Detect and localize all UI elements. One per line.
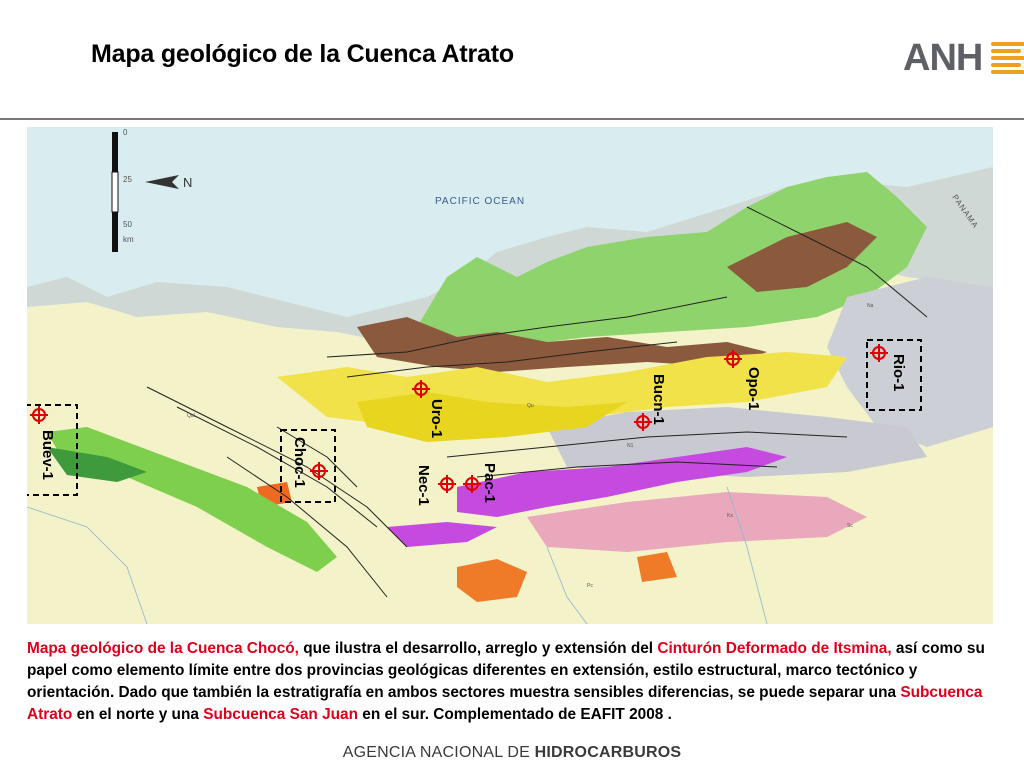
well-label-buev: Buev-1	[39, 430, 56, 481]
north-label: N	[183, 175, 193, 190]
well-label-pac: Pac-1	[481, 463, 498, 504]
unit-label: Pc	[587, 583, 593, 589]
caption-highlight: Cinturón Deformado de Itsmina,	[657, 640, 892, 657]
anh-logo	[903, 38, 1024, 78]
scale-label-0: 0	[123, 128, 128, 137]
anh-logo-text: ANH	[903, 37, 983, 79]
ocean-label: PACIFIC OCEAN	[435, 196, 526, 207]
country-label: PANAMA	[950, 192, 981, 231]
anh-logo-stripes-icon	[991, 42, 1024, 74]
caption-text: que ilustra el desarrollo, arreglo y extensión del	[298, 640, 658, 657]
caption-highlight: Subcuenca Atrato	[27, 684, 983, 723]
scale-label-km: km	[123, 235, 134, 244]
unit-label: N1	[627, 443, 634, 449]
well-label-uro: Uro-1	[428, 399, 445, 439]
unit-label: Qal	[187, 413, 195, 419]
well-label-choc: Choc-1	[291, 437, 308, 488]
scale-bar	[112, 132, 118, 172]
footer-agency	[0, 744, 1024, 762]
unit-label: Ks	[727, 513, 733, 519]
unit-label: Na	[867, 303, 874, 309]
footer-bold: HIDROCARBUROS	[534, 744, 682, 761]
caption-text: en el sur. Complementado de EAFIT 2008 .	[358, 706, 672, 723]
well-label-bucn: Bucn-1	[650, 374, 667, 425]
header-divider	[0, 118, 1024, 120]
unit-label: Sc	[847, 523, 853, 529]
caption-highlight: Mapa geológico de la Cuenca Chocó,	[27, 640, 299, 657]
slide-title: Mapa geológico de la Cuenca Atrato	[91, 40, 514, 68]
unit-label: Qu	[527, 403, 534, 409]
caption-highlight: Subcuenca San Juan	[203, 706, 358, 723]
map-caption	[27, 638, 1003, 726]
well-label-rio: Rio-1	[890, 354, 907, 392]
footer-normal: AGENCIA NACIONAL DE	[342, 744, 535, 761]
caption-text: así como su papel como elemento límite entre dos provincias geológicas diferentes en extensión, estilo estructural, marco tectónico y orientación. Dado que también la estratigrafía en ambos sectores muestra sensibles diferencias, se puede separar una	[27, 640, 985, 701]
scale-label-25: 25	[123, 175, 132, 184]
well-label-nec: Nec-1	[415, 465, 432, 506]
well-label-opo: Opo-1	[745, 367, 762, 411]
geologic-map	[27, 127, 993, 624]
caption-text: en el norte y una	[72, 706, 204, 723]
scale-label-50: 50	[123, 220, 132, 229]
unit-label: Pp	[447, 338, 454, 344]
